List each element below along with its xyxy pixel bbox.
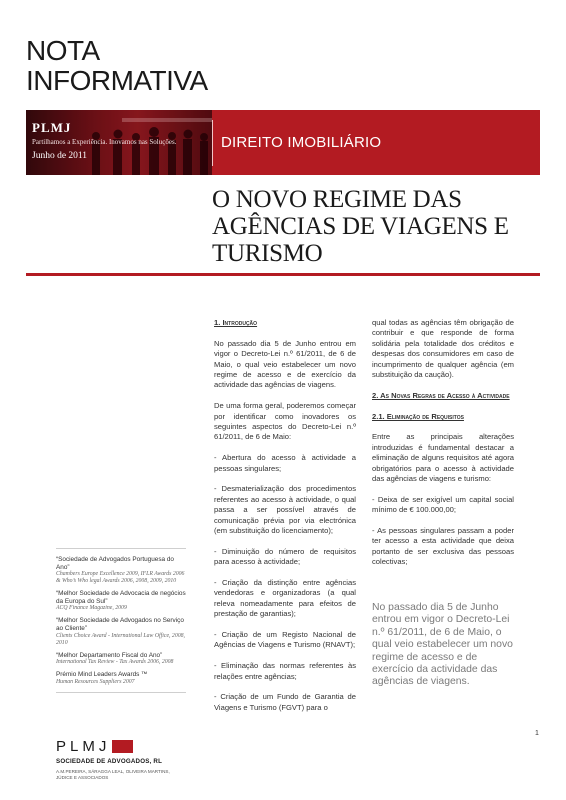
article-headline (212, 186, 540, 267)
section-heading-introducao: 1. Introdução (214, 318, 258, 327)
firm-name: SOCIEDADE DE ADVOGADOS, RL (56, 758, 163, 765)
paragraph: No passado dia 5 de Junho entrou em vigor o Decreto-Lei n.º 61/2011, de 6 de Maio, o qual veio estabelecer um novo regime de acesso e de exercício da actividade das agências de viagens. (214, 338, 356, 390)
award-source: Human Resources Suppliers 2007 (56, 678, 135, 685)
bullet-item: - Criação da distinção entre agências vendedoras e organizadoras (a qual releva nomeadamente para efeitos de prestação de garantias); (214, 578, 356, 619)
article-column-right (372, 318, 514, 578)
bullet-item: - Eliminação das normas referentes às relações entre agências; (214, 661, 356, 681)
firm-partners: A.M.PEREIRA, SÁRAGGA LEAL, OLIVEIRA MARTINS, JÚDICE E ASSOCIADOS (56, 769, 170, 780)
award-title: “Melhor Departamento Fiscal do Ano” (56, 651, 163, 659)
awards-list (56, 548, 186, 693)
firm-logo (56, 737, 196, 781)
award-item (56, 652, 186, 667)
award-title: Prémio Mind Leaders Awards ™ (56, 671, 148, 679)
page-number: 1 (535, 730, 539, 737)
section-label: DIREITO IMOBILIÁRIO (221, 134, 382, 151)
paragraph: De uma forma geral, poderemos começar por identificar como inovadores os seguintes aspectos do Decreto-Lei n.º 61/2011, de 6 de Maio: (214, 401, 356, 442)
subsection-heading-eliminacao: 2.1. Eliminação de Requisitos (372, 411, 464, 421)
bullet-item: - As pessoas singulares passam a poder ter acesso a esta actividade que deixa portanto de ser exclusiva das pessoas colectivas; (372, 526, 514, 567)
award-title: “Melhor Sociedade de Advocacia de negócios da Europa do Sul” (56, 590, 186, 605)
banner-brand: PLMJ (32, 120, 72, 135)
bullet-item: - Diminuição do número de requisitos para acesso à actividade; (214, 546, 356, 567)
bullet-item: - Criação de um Registo Nacional de Agências de Viagens e Turismo (RNAVT); (214, 630, 356, 650)
award-source: Chambers Europe Excellence 2009, IFLR Awards 2006 & Who’s Who legal Awards 2006, 2008, 2009, 2010 (56, 571, 185, 585)
article-column-middle (214, 318, 356, 724)
banner-photo (26, 110, 212, 175)
title-line-1: NOTA (26, 35, 100, 66)
band-divider (212, 120, 213, 166)
paragraph: qual todas as agências têm obrigação de contribuir e que responde de forma solidária pela totalidade dos créditos e despesas dos consumidores em caso de incumprimento de qualquer agência (em substituição da caução). (372, 318, 514, 380)
bullet-item: - Desmaterialização dos procedimentos referentes ao acesso à actividade, o qual passa a ser possível através de comunicação prévia por via electrónica (em substituição do licenciamento); (214, 484, 356, 536)
awards-divider (56, 692, 186, 693)
logo-wordmark: PLMJ (56, 737, 111, 755)
award-source: International Tax Review - Tax Awards 2006, 2008 (56, 659, 174, 666)
paragraph: Entre as principais alterações introduzidas é fundamental destacar a eliminação de alguns requisitos até agora obrigatórios para o acesso à actividade das agências de viagens e turismo: (372, 432, 514, 484)
section-heading-novas-regras: 2. As Novas Regras de Acesso à Actividade (372, 390, 510, 400)
award-source: Clients Choice Award - International Law Office, 2008, 2010 (56, 632, 185, 646)
pull-quote: No passado dia 5 de Junho entrou em vigor o Decreto-Lei n.º 61/2011, de 6 de Maio, o qual veio estabelecer um novo regime de acesso e de exercício da actividade das agências de viagens. (372, 602, 513, 688)
banner-tagline: Partilhamos a Experiência. Inovamos nas Soluções. (32, 138, 177, 146)
logo-red-block (112, 740, 133, 753)
award-title: “Melhor Sociedade de Advogados no Serviço ao Cliente” (56, 617, 184, 632)
document-title (26, 36, 208, 96)
award-title: “Sociedade de Advogados Portuguesa do Ano” (56, 556, 174, 571)
bullet-item: - Criação de um Fundo de Garantia de Viagens e Turismo (FGVT) para o (214, 692, 356, 712)
publication-date: Junho de 2011 (32, 151, 88, 161)
award-item (56, 671, 186, 686)
award-item (56, 556, 186, 585)
headline-line-1: O NOVO REGIME DAS (212, 186, 462, 213)
award-item (56, 590, 186, 612)
bullet-item: - Deixa de ser exigível um capital social mínimo de € 100.000,00; (372, 494, 514, 515)
award-source: ACQ Finance Magazine, 2009 (56, 605, 127, 612)
section-band (212, 110, 540, 175)
title-line-2: INFORMATIVA (26, 65, 208, 96)
headline-line-3: TURISMO (212, 240, 323, 267)
award-item (56, 617, 186, 646)
headline-divider (26, 273, 540, 276)
headline-line-2: AGÊNCIAS DE VIAGENS E (212, 213, 509, 240)
bullet-item: - Abertura do acesso à actividade a pessoas singulares; (214, 453, 356, 473)
